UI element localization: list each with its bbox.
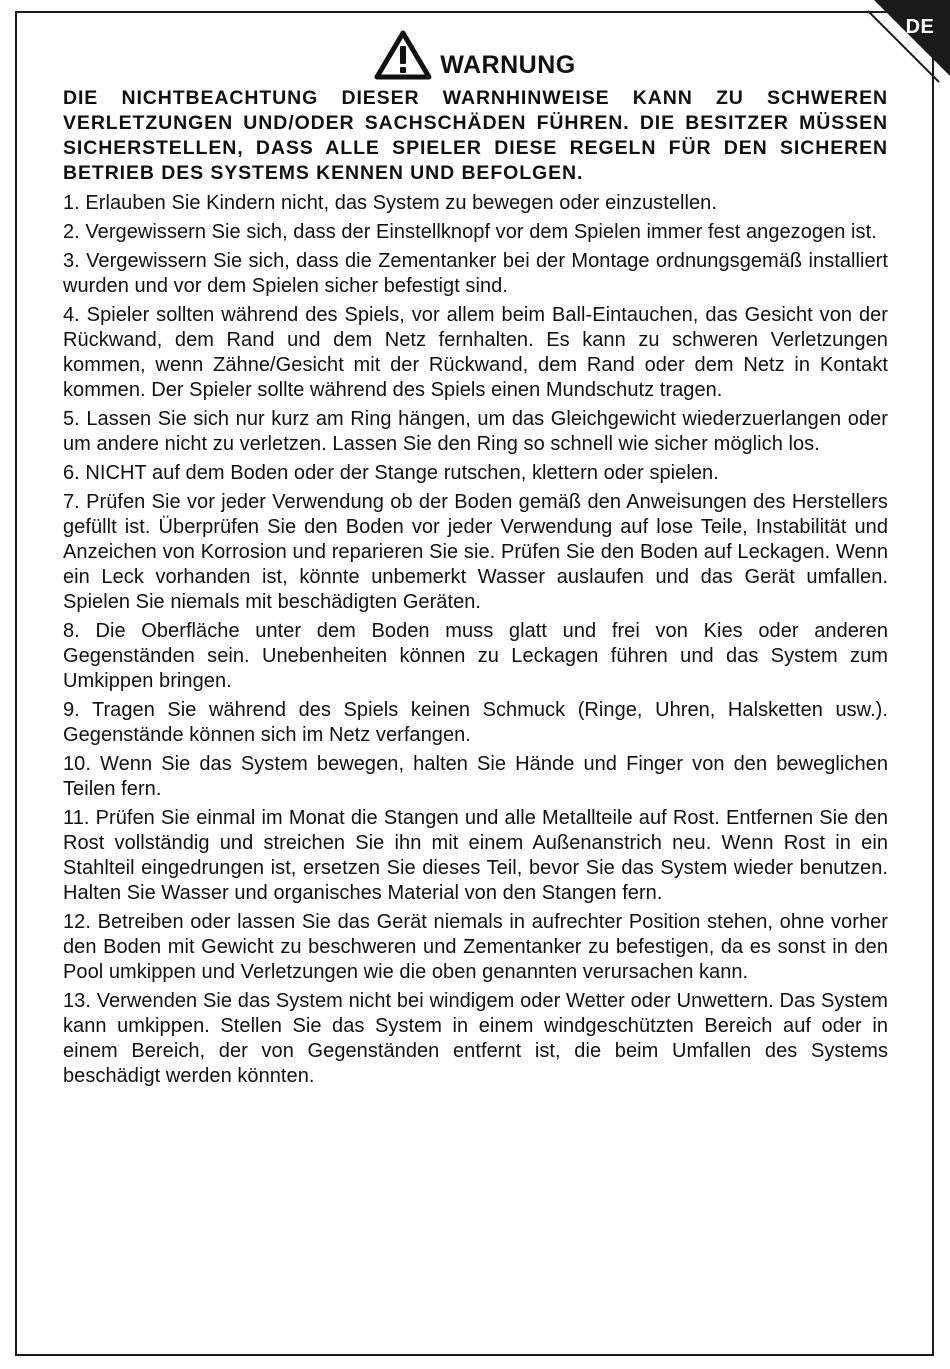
- list-item: 12. Betreiben oder lassen Sie das Gerät niemals in aufrechter Position stehen, ohne vorher den Boden mit Gewicht zu beschweren und Zementanker zu befestigen, da es sonst in den Pool umkippen und Verletzungen wie die oben genannten verursachen kann.: [63, 911, 888, 983]
- list-item: 13. Verwenden Sie das System nicht bei windigem oder Wetter oder Unwettern. Das System kann umkippen. Stellen Sie das System in einem windgeschützten Bereich auf oder in einem Bereich, der von Gegenständen entfernt ist, die beim Umfallen des Systems beschädigt werden könnten.: [63, 990, 888, 1087]
- list-item: 3. Vergewissern Sie sich, dass die Zementanker bei der Montage ordnungsgemäß installiert wurden und vor dem Spielen sicher befestigt sind.: [63, 250, 888, 297]
- warning-content: [63, 86, 888, 1093]
- list-item: 6. NICHT auf dem Boden oder der Stange rutschen, klettern oder spielen.: [63, 462, 719, 484]
- warning-intro: DIE NICHTBEACHTUNG DIESER WARNHINWEISE KANN ZU SCHWEREN VERLETZUNGEN UND/ODER SACHSCHÄDEN FÜHREN. DIE BESITZER MÜSSEN SICHERSTELLEN, DASS ALLE SPIELER DIESE REGELN FÜR DEN SICHEREN BETRIEB DES SYSTEMS KENNEN UND BEFOLGEN.: [63, 87, 888, 184]
- list-item: 11. Prüfen Sie einmal im Monat die Stangen und alle Metallteile auf Rost. Entfernen Sie den Rost vollständig und streichen Sie ihn mit einem Außenanstrich neu. Wenn Rost in ein Stahlteil eingedrungen ist, ersetzen Sie dieses Teil, bevor Sie das System wieder benutzen. Halten Sie Wasser und organisches Material von den Stangen fern.: [63, 807, 888, 904]
- list-item: 7. Prüfen Sie vor jeder Verwendung ob der Boden gemäß den Anweisungen des Herstellers gefüllt ist. Überprüfen Sie den Boden vor jeder Verwendung auf lose Teile, Instabilität und Anzeichen von Korrosion und reparieren Sie sie. Prüfen Sie den Boden auf Leckagen. Wenn ein Leck vorhanden ist, könnte unbemerkt Wasser auslaufen und das Gerät umfallen. Spielen Sie niemals mit beschädigten Geräten.: [63, 491, 888, 613]
- list-item: 1. Erlauben Sie Kindern nicht, das System zu bewegen oder einzustellen.: [63, 192, 717, 214]
- list-item: 4. Spieler sollten während des Spiels, vor allem beim Ball-Eintauchen, das Gesicht von der Rückwand, dem Rand und dem Netz fernhalten. Es kann zu schweren Verletzungen kommen, wenn Zähne/Gesicht mit der Rückwand, dem Rand oder dem Netz in Kontakt kommen. Der Spieler sollte während des Spiels einen Mundschutz tragen.: [63, 304, 888, 401]
- warning-triangle-icon: [374, 30, 432, 80]
- warning-heading: [0, 28, 950, 80]
- list-item: 10. Wenn Sie das System bewegen, halten Sie Hände und Finger von den beweglichen Teilen fern.: [63, 753, 888, 800]
- language-label: DE: [905, 16, 935, 38]
- warning-title: WARNUNG: [440, 51, 576, 79]
- warning-list: [63, 191, 888, 1089]
- list-item: 5. Lassen Sie sich nur kurz am Ring hängen, um das Gleichgewicht wiederzuerlangen oder um andere nicht zu verletzen. Lassen Sie den Ring so schnell wie sicher möglich los.: [63, 408, 888, 455]
- list-item: 2. Vergewissern Sie sich, dass der Einstellknopf vor dem Spielen immer fest angezogen ist.: [63, 221, 877, 243]
- list-item: 9. Tragen Sie während des Spiels keinen Schmuck (Ringe, Uhren, Halsketten usw.). Gegenstände können sich im Netz verfangen.: [63, 699, 888, 746]
- list-item: 8. Die Oberfläche unter dem Boden muss glatt und frei von Kies oder anderen Gegenständen sein. Unebenheiten können zu Leckagen führen und das System zum Umkippen bringen.: [63, 620, 888, 692]
